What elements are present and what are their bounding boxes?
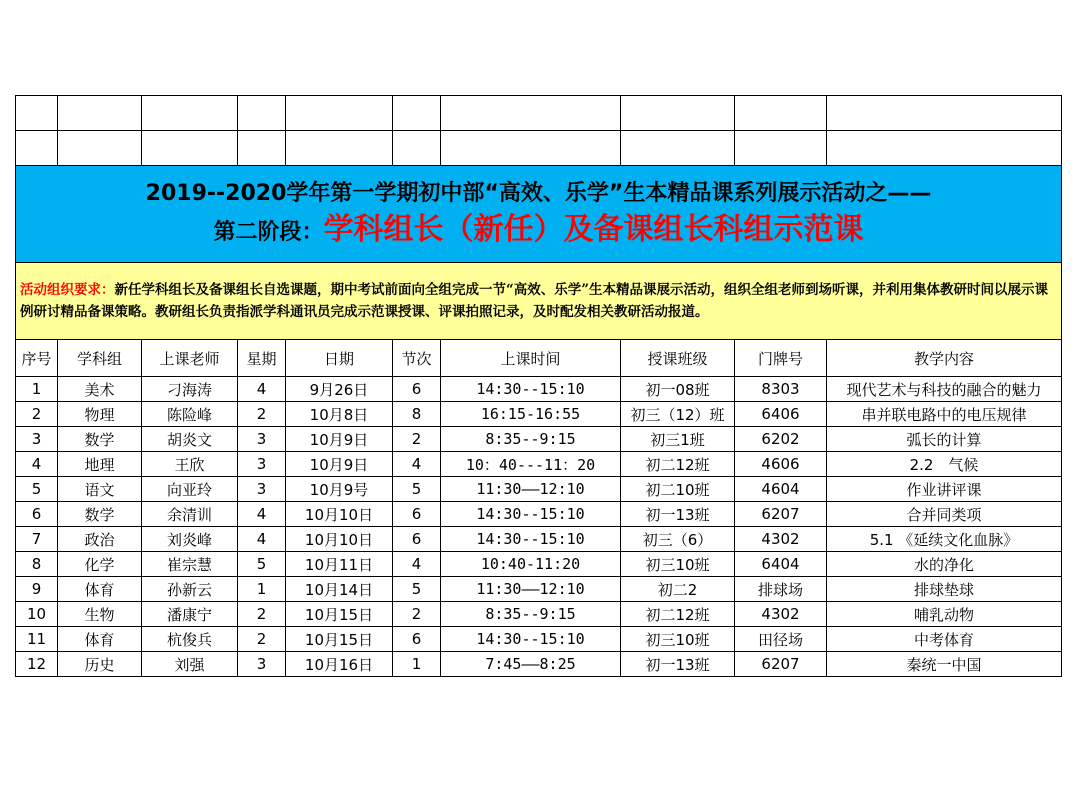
cell-room[interactable]: 4302 [735,602,827,627]
empty-cell[interactable] [735,131,827,166]
cell-weekday[interactable]: 3 [238,652,286,677]
cell-teacher[interactable]: 余清训 [142,502,238,527]
cell-subject[interactable]: 生物 [58,602,142,627]
cell-subject[interactable]: 体育 [58,627,142,652]
cell-room[interactable]: 4606 [735,452,827,477]
cell-index[interactable]: 2 [16,402,58,427]
cell-weekday[interactable]: 3 [238,477,286,502]
cell-date[interactable]: 10月15日 [286,602,393,627]
table-row [16,502,1062,527]
col-header-content[interactable]: 教学内容 [827,340,1062,377]
title-line-2 [16,211,1061,252]
cell-period[interactable]: 8 [393,402,441,427]
cell-weekday[interactable]: 2 [238,627,286,652]
cell-content[interactable]: 5.1 《延续文化血脉》 [827,527,1062,552]
cell-time[interactable]: 14:30--15:10 [441,627,621,652]
cell-period[interactable]: 5 [393,477,441,502]
cell-class[interactable]: 初二12班 [621,452,735,477]
cell-index[interactable]: 12 [16,652,58,677]
empty-cell[interactable] [286,96,393,131]
cell-room[interactable]: 6406 [735,402,827,427]
empty-cell[interactable] [142,131,238,166]
title-line-1: 2019--2020学年第一学期初中部“高效、乐学”生本精品课系列展示活动之—— [145,180,932,206]
cell-class[interactable]: 初二2 [621,577,735,602]
cell-subject[interactable]: 物理 [58,402,142,427]
cell-index[interactable]: 3 [16,427,58,452]
cell-time[interactable]: 11:30——12:10 [441,477,621,502]
title-line-2-highlight: 学科组长（新任）及备课组长科组示范课 [323,211,864,247]
cell-subject[interactable]: 数学 [58,427,142,452]
cell-teacher[interactable]: 陈险峰 [142,402,238,427]
cell-date[interactable]: 10月16日 [286,652,393,677]
cell-index[interactable]: 1 [16,377,58,402]
cell-period[interactable]: 4 [393,452,441,477]
cell-time[interactable]: 10：40---11：20 [441,452,621,477]
cell-content[interactable]: 作业讲评课 [827,477,1062,502]
cell-period[interactable]: 5 [393,577,441,602]
cell-weekday[interactable]: 1 [238,577,286,602]
cell-date[interactable]: 10月10日 [286,502,393,527]
cell-index[interactable]: 7 [16,527,58,552]
empty-cell[interactable] [286,131,393,166]
cell-content[interactable]: 排球垫球 [827,577,1062,602]
cell-weekday[interactable]: 4 [238,527,286,552]
cell-index[interactable]: 10 [16,602,58,627]
col-header-date[interactable]: 日期 [286,340,393,377]
col-header-class[interactable]: 授课班级 [621,340,735,377]
title-cell[interactable] [16,166,1062,263]
cell-content[interactable]: 合并同类项 [827,502,1062,527]
cell-weekday[interactable]: 4 [238,502,286,527]
empty-cell[interactable] [16,131,58,166]
cell-room[interactable]: 排球场 [735,577,827,602]
cell-weekday[interactable]: 4 [238,377,286,402]
cell-index[interactable]: 4 [16,452,58,477]
empty-cell[interactable] [238,131,286,166]
cell-subject[interactable]: 体育 [58,577,142,602]
cell-room[interactable]: 6202 [735,427,827,452]
cell-subject[interactable]: 政治 [58,527,142,552]
col-header-period[interactable]: 节次 [393,340,441,377]
cell-room[interactable]: 6207 [735,652,827,677]
cell-index[interactable]: 8 [16,552,58,577]
cell-period[interactable]: 6 [393,502,441,527]
spreadsheet-table [15,95,1062,677]
cell-time[interactable]: 14:30--15:10 [441,527,621,552]
cell-period[interactable]: 6 [393,377,441,402]
cell-date[interactable]: 10月15日 [286,627,393,652]
empty-cell[interactable] [735,96,827,131]
cell-time[interactable]: 7:45——8:25 [441,652,621,677]
cell-class[interactable]: 初三10班 [621,627,735,652]
empty-cell[interactable] [621,96,735,131]
table-row [16,477,1062,502]
cell-class[interactable]: 初三（12）班 [621,402,735,427]
table-row [16,577,1062,602]
cell-teacher[interactable]: 杭俊兵 [142,627,238,652]
cell-teacher[interactable]: 向亚玲 [142,477,238,502]
cell-index[interactable]: 9 [16,577,58,602]
cell-date[interactable]: 10月11日 [286,552,393,577]
cell-teacher[interactable]: 崔宗慧 [142,552,238,577]
cell-teacher[interactable]: 王欣 [142,452,238,477]
cell-teacher[interactable]: 孙新云 [142,577,238,602]
cell-content[interactable]: 2.2 气候 [827,452,1062,477]
cell-room[interactable]: 田径场 [735,627,827,652]
table-row [16,552,1062,577]
cell-class[interactable]: 初三10班 [621,552,735,577]
empty-cell[interactable] [621,131,735,166]
cell-index[interactable]: 11 [16,627,58,652]
col-header-time[interactable]: 上课时间 [441,340,621,377]
cell-content[interactable]: 现代艺术与科技的融合的魅力 [827,377,1062,402]
cell-date[interactable]: 10月8日 [286,402,393,427]
cell-content[interactable]: 哺乳动物 [827,602,1062,627]
cell-content[interactable]: 串并联电路中的电压规律 [827,402,1062,427]
cell-period[interactable]: 4 [393,552,441,577]
cell-time[interactable]: 8:35--9:15 [441,427,621,452]
empty-cell[interactable] [827,131,1062,166]
cell-class[interactable]: 初三（6） [621,527,735,552]
cell-date[interactable]: 10月14日 [286,577,393,602]
cell-class[interactable]: 初三1班 [621,427,735,452]
cell-room[interactable]: 6404 [735,552,827,577]
col-header-subject[interactable]: 学科组 [58,340,142,377]
cell-room[interactable]: 4604 [735,477,827,502]
empty-cell[interactable] [393,96,441,131]
cell-date[interactable]: 10月9日 [286,452,393,477]
cell-room[interactable]: 4302 [735,527,827,552]
table-row [16,527,1062,552]
cell-class[interactable]: 初一13班 [621,502,735,527]
blank-row [16,96,1062,131]
cell-subject[interactable]: 语文 [58,477,142,502]
notice-row [16,263,1062,340]
cell-teacher[interactable]: 胡炎文 [142,427,238,452]
cell-date[interactable]: 10月10日 [286,527,393,552]
cell-weekday[interactable]: 3 [238,427,286,452]
cell-time[interactable]: 14:30--15:10 [441,502,621,527]
cell-time[interactable]: 16:15-16:55 [441,402,621,427]
cell-weekday[interactable]: 3 [238,452,286,477]
table-row [16,602,1062,627]
cell-teacher[interactable]: 刘炎峰 [142,527,238,552]
col-header-teacher[interactable]: 上课老师 [142,340,238,377]
empty-cell[interactable] [58,96,142,131]
cell-period[interactable]: 6 [393,627,441,652]
cell-teacher[interactable]: 刁海涛 [142,377,238,402]
empty-cell[interactable] [238,96,286,131]
cell-weekday[interactable]: 2 [238,402,286,427]
cell-subject[interactable]: 历史 [58,652,142,677]
cell-period[interactable]: 2 [393,602,441,627]
cell-time[interactable]: 14:30--15:10 [441,377,621,402]
table-row [16,427,1062,452]
title-row [16,166,1062,263]
cell-room[interactable]: 6207 [735,502,827,527]
cell-content[interactable]: 弧长的计算 [827,427,1062,452]
cell-subject[interactable]: 地理 [58,452,142,477]
cell-index[interactable]: 6 [16,502,58,527]
empty-cell[interactable] [58,131,142,166]
header-row [16,340,1062,377]
cell-index[interactable]: 5 [16,477,58,502]
table-row [16,627,1062,652]
table-row [16,402,1062,427]
blank-row [16,131,1062,166]
cell-class[interactable]: 初一08班 [621,377,735,402]
cell-date[interactable]: 9月26日 [286,377,393,402]
empty-cell[interactable] [441,96,621,131]
notice-text: 新任学科组长及备课组长自选课题，期中考试前面向全组完成一节“高效、乐学”生本精品课展示活动，组织全组老师到场听课，并利用集体教研时间以展示课例研讨精品备课策略。教研组长负责指派学科通讯员完成示范课授课、评课拍照记录，及时配发相关教研活动报道。 [20,282,1049,320]
cell-content[interactable]: 中考体育 [827,627,1062,652]
cell-room[interactable]: 8303 [735,377,827,402]
empty-cell[interactable] [441,131,621,166]
col-header-room[interactable]: 门牌号 [735,340,827,377]
table-row [16,377,1062,402]
cell-period[interactable]: 1 [393,652,441,677]
cell-content[interactable]: 水的净化 [827,552,1062,577]
cell-weekday[interactable]: 5 [238,552,286,577]
notice-cell[interactable] [16,263,1062,340]
cell-teacher[interactable]: 潘康宁 [142,602,238,627]
empty-cell[interactable] [16,96,58,131]
cell-period[interactable]: 6 [393,527,441,552]
empty-cell[interactable] [827,96,1062,131]
cell-weekday[interactable]: 2 [238,602,286,627]
col-header-weekday[interactable]: 星期 [238,340,286,377]
empty-cell[interactable] [393,131,441,166]
cell-subject[interactable]: 美术 [58,377,142,402]
cell-time[interactable]: 10:40-11:20 [441,552,621,577]
cell-teacher[interactable]: 刘强 [142,652,238,677]
cell-time[interactable]: 8:35--9:15 [441,602,621,627]
cell-class[interactable]: 初二10班 [621,477,735,502]
cell-date[interactable]: 10月9日 [286,427,393,452]
cell-time[interactable]: 11:30——12:10 [441,577,621,602]
table-row [16,652,1062,677]
table-row [16,452,1062,477]
title-line-2-prefix: 第二阶段： [213,219,324,245]
empty-cell[interactable] [142,96,238,131]
cell-class[interactable]: 初二12班 [621,602,735,627]
col-header-index[interactable]: 序号 [16,340,58,377]
cell-subject[interactable]: 化学 [58,552,142,577]
cell-date[interactable]: 10月9号 [286,477,393,502]
cell-subject[interactable]: 数学 [58,502,142,527]
cell-period[interactable]: 2 [393,427,441,452]
notice-label: 活动组织要求： [20,282,115,298]
cell-class[interactable]: 初一13班 [621,652,735,677]
cell-content[interactable]: 秦统一中国 [827,652,1062,677]
